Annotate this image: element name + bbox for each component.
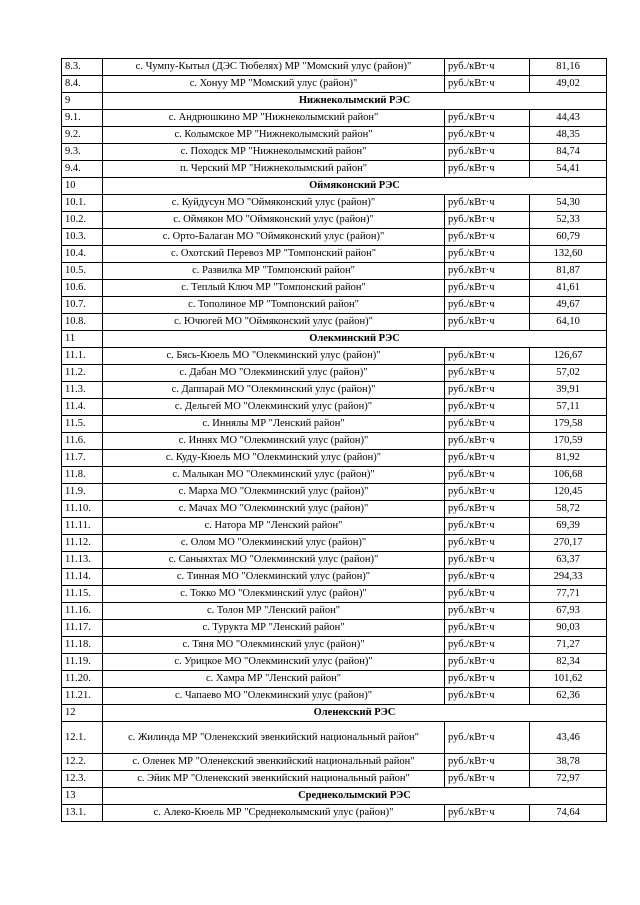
- tariff-value: 106,68: [530, 467, 607, 484]
- tariff-unit: руб./кВт·ч: [445, 620, 530, 637]
- row-number: 11.4.: [62, 399, 103, 416]
- table-row: [62, 365, 607, 382]
- settlement-name: с. Развилка МР "Томпонский район": [103, 263, 445, 280]
- tariff-unit: руб./кВт·ч: [445, 450, 530, 467]
- row-number: 12.2.: [62, 754, 103, 771]
- row-number: 11.20.: [62, 671, 103, 688]
- table-row: [62, 637, 607, 654]
- tariff-unit: руб./кВт·ч: [445, 416, 530, 433]
- row-number: 11.19.: [62, 654, 103, 671]
- settlement-name: с. Саныяхтах МО "Олекминский улус (район)": [103, 552, 445, 569]
- section-row: [62, 788, 607, 805]
- row-number: 11.12.: [62, 535, 103, 552]
- tariff-value: 49,02: [530, 76, 607, 93]
- tariff-unit: руб./кВт·ч: [445, 654, 530, 671]
- settlement-name: с. Хамра МР "Ленский район": [103, 671, 445, 688]
- tariff-value: 43,46: [530, 722, 607, 754]
- settlement-name: с. Андрюшкино МР "Нижнеколымский район": [103, 110, 445, 127]
- table-row: [62, 535, 607, 552]
- section-title: Нижнеколымский РЭС: [103, 93, 607, 110]
- table-row: [62, 450, 607, 467]
- tariff-value: 90,03: [530, 620, 607, 637]
- settlement-name: с. Малыкан МО "Олекминский улус (район)": [103, 467, 445, 484]
- row-number: 11.8.: [62, 467, 103, 484]
- tariff-value: 81,92: [530, 450, 607, 467]
- row-number: 11.6.: [62, 433, 103, 450]
- tariff-unit: руб./кВт·ч: [445, 586, 530, 603]
- table-row: [62, 620, 607, 637]
- settlement-name: с. Иннях МО "Олекминский улус (район)": [103, 433, 445, 450]
- row-number: 11.17.: [62, 620, 103, 637]
- tariff-unit: руб./кВт·ч: [445, 671, 530, 688]
- row-number: 11.11.: [62, 518, 103, 535]
- row-number: 10.6.: [62, 280, 103, 297]
- section-number: 12: [62, 705, 103, 722]
- table-row: [62, 654, 607, 671]
- tariff-value: 170,59: [530, 433, 607, 450]
- tariff-value: 71,27: [530, 637, 607, 654]
- tariff-value: 58,72: [530, 501, 607, 518]
- tariff-value: 49,67: [530, 297, 607, 314]
- row-number: 11.15.: [62, 586, 103, 603]
- row-number: 11.13.: [62, 552, 103, 569]
- tariff-value: 126,67: [530, 348, 607, 365]
- table-row: [62, 76, 607, 93]
- settlement-name: с. Охотский Перевоз МР "Томпонский район": [103, 246, 445, 263]
- settlement-name: с. Тополиное МР "Томпонский район": [103, 297, 445, 314]
- tariff-value: 57,11: [530, 399, 607, 416]
- row-number: 12.3.: [62, 771, 103, 788]
- tariff-unit: руб./кВт·ч: [445, 754, 530, 771]
- table-row: [62, 280, 607, 297]
- table-row: [62, 144, 607, 161]
- tariff-value: 52,33: [530, 212, 607, 229]
- section-title: Оймяконский РЭС: [103, 178, 607, 195]
- tariff-unit: руб./кВт·ч: [445, 771, 530, 788]
- settlement-name: с. Хонуу МР "Момский улус (район)": [103, 76, 445, 93]
- settlement-name: п. Черский МР "Нижнеколымский район": [103, 161, 445, 178]
- table-row: [62, 484, 607, 501]
- tariff-value: 64,10: [530, 314, 607, 331]
- settlement-name: с. Алеко-Кюель МР "Среднеколымский улус (район)": [103, 805, 445, 822]
- tariff-value: 62,36: [530, 688, 607, 705]
- settlement-name: с. Оймякон МО "Оймяконский улус (район)": [103, 212, 445, 229]
- tariff-value: 63,37: [530, 552, 607, 569]
- tariff-unit: руб./кВт·ч: [445, 433, 530, 450]
- tariff-unit: руб./кВт·ч: [445, 552, 530, 569]
- section-title: Среднеколымский РЭС: [103, 788, 607, 805]
- table-row: [62, 501, 607, 518]
- settlement-name: с. Жилинда МР "Оленекский эвенкийский национальный район": [103, 722, 445, 754]
- section-row: [62, 178, 607, 195]
- table-row: [62, 246, 607, 263]
- section-title: Олекминский РЭС: [103, 331, 607, 348]
- settlement-name: с. Эйик МР "Оленекский эвенкийский национальный район": [103, 771, 445, 788]
- row-number: 9.4.: [62, 161, 103, 178]
- tariff-unit: руб./кВт·ч: [445, 127, 530, 144]
- row-number: 11.9.: [62, 484, 103, 501]
- table-row: [62, 688, 607, 705]
- settlement-name: с. Ючюгей МО "Оймяконский улус (район)": [103, 314, 445, 331]
- tariff-value: 54,41: [530, 161, 607, 178]
- row-number: 9.3.: [62, 144, 103, 161]
- tariff-unit: руб./кВт·ч: [445, 59, 530, 76]
- settlement-name: с. Иннялы МР "Ленский район": [103, 416, 445, 433]
- tariff-table-body: [62, 59, 607, 822]
- settlement-name: с. Толон МР "Ленский район": [103, 603, 445, 620]
- row-number: 10.2.: [62, 212, 103, 229]
- tariff-value: 44,43: [530, 110, 607, 127]
- row-number: 8.4.: [62, 76, 103, 93]
- row-number: 9.2.: [62, 127, 103, 144]
- table-row: [62, 212, 607, 229]
- table-row: [62, 467, 607, 484]
- settlement-name: с. Дабан МО "Олекминский улус (район)": [103, 365, 445, 382]
- tariff-unit: руб./кВт·ч: [445, 467, 530, 484]
- settlement-name: с. Токко МО "Олекминский улус (район)": [103, 586, 445, 603]
- tariff-value: 270,17: [530, 535, 607, 552]
- tariff-unit: руб./кВт·ч: [445, 144, 530, 161]
- row-number: 10.7.: [62, 297, 103, 314]
- tariff-unit: руб./кВт·ч: [445, 603, 530, 620]
- tariff-unit: руб./кВт·ч: [445, 501, 530, 518]
- table-row: [62, 59, 607, 76]
- tariff-unit: руб./кВт·ч: [445, 110, 530, 127]
- row-number: 11.7.: [62, 450, 103, 467]
- row-number: 8.3.: [62, 59, 103, 76]
- settlement-name: с. Марха МО "Олекминский улус (район)": [103, 484, 445, 501]
- table-row: [62, 671, 607, 688]
- row-number: 12.1.: [62, 722, 103, 754]
- settlement-name: с. Колымское МР "Нижнеколымский район": [103, 127, 445, 144]
- tariff-unit: руб./кВт·ч: [445, 314, 530, 331]
- tariff-value: 54,30: [530, 195, 607, 212]
- tariff-value: 67,93: [530, 603, 607, 620]
- tariff-value: 60,79: [530, 229, 607, 246]
- table-row: [62, 754, 607, 771]
- row-number: 11.14.: [62, 569, 103, 586]
- table-row: [62, 771, 607, 788]
- tariff-value: 179,58: [530, 416, 607, 433]
- tariff-value: 82,34: [530, 654, 607, 671]
- row-number: 10.1.: [62, 195, 103, 212]
- tariff-unit: руб./кВт·ч: [445, 212, 530, 229]
- row-number: 11.10.: [62, 501, 103, 518]
- table-row: [62, 348, 607, 365]
- section-number: 10: [62, 178, 103, 195]
- table-row: [62, 518, 607, 535]
- table-row: [62, 722, 607, 754]
- row-number: 11.2.: [62, 365, 103, 382]
- tariff-unit: руб./кВт·ч: [445, 399, 530, 416]
- table-row: [62, 805, 607, 822]
- settlement-name: с. Тинная МО "Олекминский улус (район)": [103, 569, 445, 586]
- row-number: 11.1.: [62, 348, 103, 365]
- section-title: Оленекский РЭС: [103, 705, 607, 722]
- tariff-value: 72,97: [530, 771, 607, 788]
- table-row: [62, 229, 607, 246]
- settlement-name: с. Натора МР "Ленский район": [103, 518, 445, 535]
- table-row: [62, 552, 607, 569]
- table-row: [62, 586, 607, 603]
- table-row: [62, 314, 607, 331]
- table-row: [62, 297, 607, 314]
- tariff-value: 120,45: [530, 484, 607, 501]
- table-row: [62, 161, 607, 178]
- settlement-name: с. Походск МР "Нижнеколымский район": [103, 144, 445, 161]
- row-number: 10.5.: [62, 263, 103, 280]
- settlement-name: с. Чапаево МО "Олекминский улус (район)": [103, 688, 445, 705]
- tariff-value: 39,91: [530, 382, 607, 399]
- table-row: [62, 603, 607, 620]
- tariff-unit: руб./кВт·ч: [445, 688, 530, 705]
- tariff-unit: руб./кВт·ч: [445, 195, 530, 212]
- tariff-unit: руб./кВт·ч: [445, 382, 530, 399]
- tariff-value: 69,39: [530, 518, 607, 535]
- settlement-name: с. Чумпу-Кытыл (ДЭС Тюбелях) МР "Момский улус (район)": [103, 59, 445, 76]
- tariff-unit: руб./кВт·ч: [445, 637, 530, 654]
- tariff-value: 101,62: [530, 671, 607, 688]
- row-number: 10.4.: [62, 246, 103, 263]
- table-row: [62, 433, 607, 450]
- tariff-unit: руб./кВт·ч: [445, 76, 530, 93]
- table-row: [62, 399, 607, 416]
- tariff-unit: руб./кВт·ч: [445, 229, 530, 246]
- table-row: [62, 127, 607, 144]
- tariff-unit: руб./кВт·ч: [445, 348, 530, 365]
- row-number: 10.3.: [62, 229, 103, 246]
- table-row: [62, 263, 607, 280]
- tariff-unit: руб./кВт·ч: [445, 297, 530, 314]
- row-number: 11.18.: [62, 637, 103, 654]
- tariff-unit: руб./кВт·ч: [445, 161, 530, 178]
- section-number: 13: [62, 788, 103, 805]
- tariff-unit: руб./кВт·ч: [445, 484, 530, 501]
- row-number: 10.8.: [62, 314, 103, 331]
- row-number: 11.5.: [62, 416, 103, 433]
- tariff-value: 57,02: [530, 365, 607, 382]
- tariff-unit: руб./кВт·ч: [445, 805, 530, 822]
- settlement-name: с. Мачах МО "Олекминский улус (район)": [103, 501, 445, 518]
- table-row: [62, 195, 607, 212]
- tariff-unit: руб./кВт·ч: [445, 280, 530, 297]
- settlement-name: с. Теплый Ключ МР "Томпонский район": [103, 280, 445, 297]
- section-number: 11: [62, 331, 103, 348]
- tariff-value: 48,35: [530, 127, 607, 144]
- section-row: [62, 93, 607, 110]
- settlement-name: с. Куду-Кюель МО "Олекминский улус (район)": [103, 450, 445, 467]
- tariff-value: 77,71: [530, 586, 607, 603]
- row-number: 13.1.: [62, 805, 103, 822]
- table-row: [62, 569, 607, 586]
- settlement-name: с. Дельгей МО "Олекминский улус (район)": [103, 399, 445, 416]
- tariff-unit: руб./кВт·ч: [445, 535, 530, 552]
- settlement-name: с. Турукта МР "Ленский район": [103, 620, 445, 637]
- settlement-name: с. Куйдусун МО "Оймяконский улус (район)": [103, 195, 445, 212]
- tariff-value: 84,74: [530, 144, 607, 161]
- table-row: [62, 382, 607, 399]
- tariff-unit: руб./кВт·ч: [445, 246, 530, 263]
- settlement-name: с. Оленек МР "Оленекский эвенкийский национальный район": [103, 754, 445, 771]
- settlement-name: с. Тяня МО "Олекминский улус (район)": [103, 637, 445, 654]
- tariff-value: 81,16: [530, 59, 607, 76]
- row-number: 11.16.: [62, 603, 103, 620]
- tariff-unit: руб./кВт·ч: [445, 722, 530, 754]
- settlement-name: с. Урицкое МО "Олекминский улус (район)": [103, 654, 445, 671]
- settlement-name: с. Орто-Балаган МО "Оймяконский улус (район)": [103, 229, 445, 246]
- table-row: [62, 110, 607, 127]
- tariff-value: 41,61: [530, 280, 607, 297]
- row-number: 11.21.: [62, 688, 103, 705]
- tariff-unit: руб./кВт·ч: [445, 569, 530, 586]
- section-row: [62, 331, 607, 348]
- row-number: 11.3.: [62, 382, 103, 399]
- tariff-value: 294,33: [530, 569, 607, 586]
- tariff-unit: руб./кВт·ч: [445, 365, 530, 382]
- tariff-value: 132,60: [530, 246, 607, 263]
- section-row: [62, 705, 607, 722]
- settlement-name: с. Бясь-Кюель МО "Олекминский улус (район)": [103, 348, 445, 365]
- tariff-table: [61, 58, 607, 822]
- section-number: 9: [62, 93, 103, 110]
- settlement-name: с. Олом МО "Олекминский улус (район)": [103, 535, 445, 552]
- tariff-value: 81,87: [530, 263, 607, 280]
- tariff-value: 38,78: [530, 754, 607, 771]
- table-row: [62, 416, 607, 433]
- settlement-name: с. Даппарай МО "Олекминский улус (район)": [103, 382, 445, 399]
- tariff-unit: руб./кВт·ч: [445, 263, 530, 280]
- tariff-unit: руб./кВт·ч: [445, 518, 530, 535]
- tariff-value: 74,64: [530, 805, 607, 822]
- row-number: 9.1.: [62, 110, 103, 127]
